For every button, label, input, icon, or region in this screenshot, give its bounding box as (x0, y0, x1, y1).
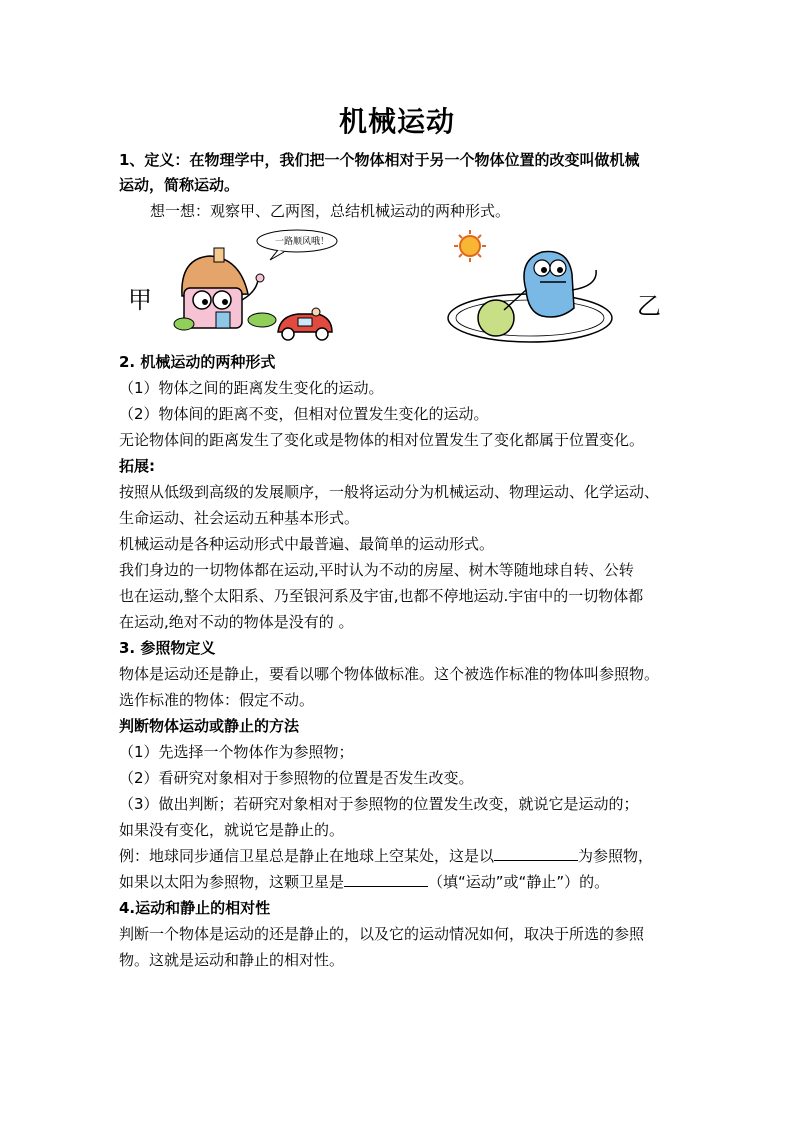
extension-para-3a: 我们身边的一切物体都在运动,平时认为不动的房屋、树木等随地球自转、公转 (119, 561, 634, 579)
extension-para-3b: 也在运动,整个太阳系、乃至银河系及宇宙,也都不停地运动.宇宙中的一切物体都 (119, 587, 644, 605)
section3-para-2: 选作标准的物体：假定不动。 (119, 691, 315, 709)
judge-item-2: （2）看研究对象相对于参照物的位置是否发生改变。 (119, 769, 474, 787)
extension-heading: 拓展: (119, 457, 155, 475)
section4-heading: 4.运动和静止的相对性 (119, 899, 271, 917)
judge-item-3b: 如果没有变化，就说它是静止的。 (119, 821, 345, 839)
example-line-1-text-b: 为参照物， (578, 847, 654, 865)
example-line-1-text-a: 例：地球同步通信卫星总是静止在地球上空某处，这是以 (119, 847, 495, 865)
sun-icon (454, 230, 486, 262)
extension-para-3c: 在运动,绝对不动的物体是没有的 。 (119, 613, 354, 631)
judge-heading: 判断物体运动或静止的方法 (119, 717, 300, 735)
extension-para-1a: 按照从低级到高级的发展顺序，一般将运动分为机械运动、物理运动、化学运动、 (119, 483, 660, 501)
figure-yi-illustration (448, 230, 618, 350)
answer-blank-2[interactable] (344, 872, 428, 887)
example-line-1 (119, 846, 653, 866)
page-title: 机械运动 (338, 105, 455, 138)
definition-line-1: 1、定义：在物理学中，我们把一个物体相对于另一个物体位置的改变叫做机械 (119, 151, 640, 169)
section3-para-1: 物体是运动还是静止，要看以哪个物体做标准。这个被选作标准的物体叫参照物。 (119, 665, 660, 683)
speech-bubble-text: 一路顺风哦！ (274, 237, 329, 247)
section2-item-1: （1）物体之间的距离发生变化的运动。 (119, 379, 384, 397)
definition-line-2: 运动，简称运动。 (119, 176, 240, 194)
section4-para-1: 判断一个物体是运动的还是静止的，以及它的运动情况如何，取决于所选的参照 (119, 925, 645, 943)
figure-label-yi: 乙 (637, 292, 661, 320)
section2-summary: 无论物体间的距离发生了变化或是物体的相对位置发生了变化都属于位置变化。 (119, 431, 645, 449)
section4-para-2: 物。这就是运动和静止的相对性。 (119, 951, 345, 969)
section2-item-2: （2）物体间的距离不变，但相对位置发生变化的运动。 (119, 405, 489, 423)
answer-blank-1[interactable] (494, 846, 578, 861)
judge-item-1: （1）先选择一个物体作为参照物； (119, 743, 354, 761)
extension-para-2: 机械运动是各种运动形式中最普遍、最简单的运动形式。 (119, 535, 495, 553)
example-line-2-text-a: 如果以太阳为参照物，这颗卫星是 (119, 873, 345, 891)
think-prompt: 想一想：观察甲、乙两图，总结机械运动的两种形式。 (150, 202, 511, 220)
section2-heading: 2. 机械运动的两种形式 (119, 353, 276, 371)
example-line-2 (119, 872, 609, 892)
section3-heading: 3. 参照物定义 (119, 639, 216, 657)
example-line-2-text-b: （填“运动”或“静止”）的。 (428, 873, 610, 891)
figure-label-jia: 甲 (128, 286, 152, 314)
judge-item-3: （3）做出判断；若研究对象相对于参照物的位置发生改变，就说它是运动的； (119, 795, 639, 813)
extension-para-1b: 生命运动、社会运动五种基本形式。 (119, 509, 360, 527)
